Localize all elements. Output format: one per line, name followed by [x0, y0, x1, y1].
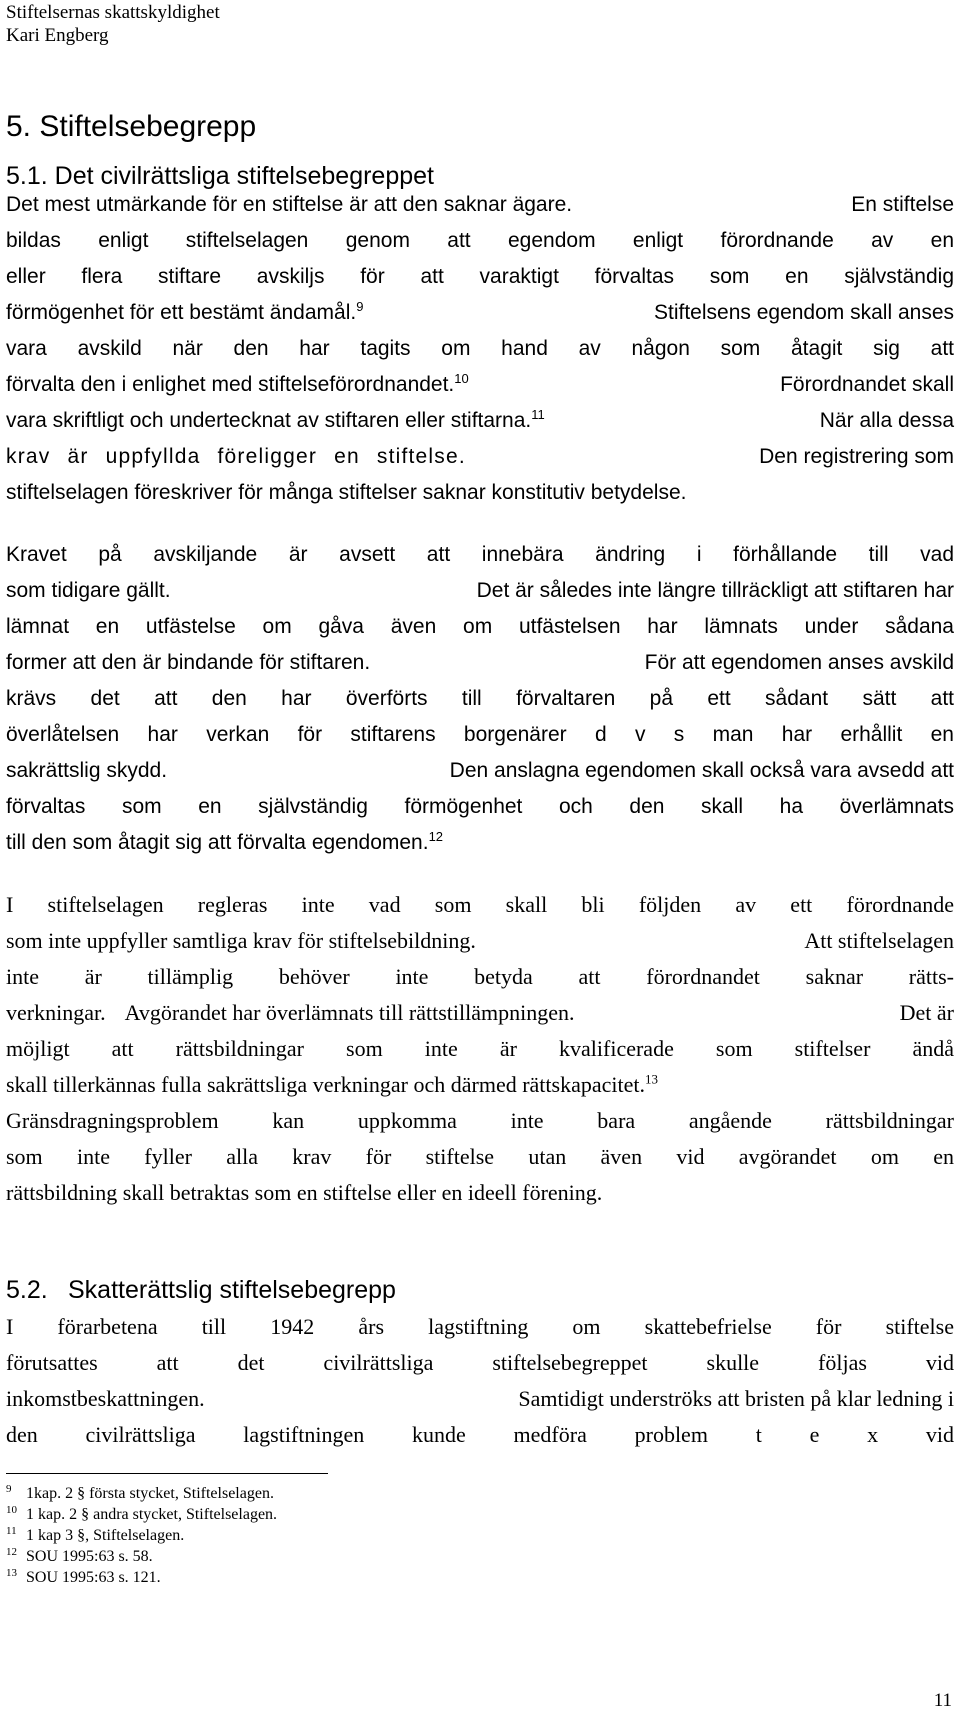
text-span: Stiftelsens egendom skall anses — [654, 301, 954, 324]
paragraph-line — [6, 754, 954, 788]
paragraph-line — [6, 188, 954, 222]
text-span: vara skriftligt och undertecknat av stiftaren eller stiftarna. — [6, 409, 532, 432]
text-span: som tidigare gällt. — [6, 579, 171, 602]
footnote-ref[interactable]: 10 — [454, 371, 469, 386]
footnote: 10 1 kap. 2 § andra stycket, Stiftelselagen. — [6, 1503, 278, 1523]
paragraph-line: Gränsdragningsproblem kan uppkomma inte bara angående rättsbildningar — [6, 1108, 954, 1133]
paragraph-line: inte är tillämplig behöver inte betyda att förordnandet saknar rätts- — [6, 964, 954, 989]
text-span: Avgörandet har överlämnats till rättstillämpningen. — [124, 1000, 575, 1025]
text-span: Den anslagna egendomen skall också vara avsedd att — [449, 759, 954, 782]
footnote: 11 1 kap 3 §, Stiftelselagen. — [6, 1524, 185, 1544]
text-span: sakrättslig skydd. — [6, 759, 168, 782]
footnote-ref[interactable]: 12 — [428, 829, 444, 844]
text-span: till den som åtagit sig att förvalta egendomen. — [6, 831, 429, 854]
text-span: förvalta den i enlighet med stiftelseförordnandet. — [6, 373, 455, 396]
text-span: Att stiftelselagen — [804, 928, 954, 953]
section-heading-5-2 — [6, 1272, 396, 1308]
paragraph-line — [6, 368, 954, 402]
footnote-ref[interactable]: 11 — [531, 407, 545, 422]
text-span: Den registrering som — [759, 445, 954, 468]
paragraph-line: krävs det att den har överförts till förvaltaren på ett sådant sätt att — [6, 687, 954, 710]
text-span: verkningar. — [6, 1000, 106, 1025]
footnote-ref[interactable]: 13 — [645, 1071, 658, 1087]
paragraph-line: rättsbildning skall betraktas som en stiftelse eller en ideell förening. — [6, 1180, 603, 1205]
paragraph-line: I stiftelselagen regleras inte vad som skall bli följden av ett förordnande — [6, 892, 954, 917]
paragraph-line: som inte fyller alla krav för stiftelse utan även vid avgörandet om en — [6, 1144, 954, 1169]
paragraph-line — [6, 1068, 954, 1102]
paragraph-line — [6, 646, 954, 680]
header-title: Stiftelsernas skattskyldighet — [6, 2, 220, 23]
text-span: skall tillerkännas fulla sakrättsliga verkningar och därmed rättskapacitet. — [6, 1072, 645, 1097]
paragraph-line: bildas enligt stiftelselagen genom att egendom enligt förordnande av en — [6, 229, 954, 252]
footnote-text: 1 kap. 2 § andra stycket, Stiftelselagen. — [26, 1506, 278, 1523]
paragraph-line: förvaltas som en självständig förmögenhet och den skall ha överlämnats — [6, 795, 954, 818]
paragraph-line: förutsattes att det civilrättsliga stiftelsebegreppet skulle följas vid — [6, 1350, 954, 1375]
text-span: En stiftelse — [851, 193, 954, 216]
running-header — [6, 1, 220, 47]
footnote-text: SOU 1995:63 s. 58. — [26, 1548, 153, 1565]
footnote: 9 1kap. 2 § första stycket, Stiftelselagen. — [6, 1482, 274, 1502]
footnote: 13 SOU 1995:63 s. 121. — [6, 1566, 161, 1586]
text-span: Det mest utmärkande för en stiftelse är att den saknar ägare. — [6, 193, 573, 216]
footnote-text: SOU 1995:63 s. 121. — [26, 1569, 161, 1586]
text-span: krav är uppfyllda föreligger en stiftelse. — [6, 445, 466, 468]
paragraph-line — [6, 574, 954, 608]
paragraph-line — [6, 826, 954, 860]
text-span: Det är — [899, 1000, 954, 1025]
chapter-heading: 5. Stiftelsebegrepp — [6, 110, 257, 143]
text-span: inkomstbeskattningen. — [6, 1386, 205, 1411]
paragraph-line — [6, 996, 954, 1030]
section-heading-5-1: 5.1. Det civilrättsliga stiftelsebegreppet — [6, 162, 434, 190]
section-number: 5.2. — [6, 1276, 48, 1304]
footnote-text: 1 kap 3 §, Stiftelselagen. — [26, 1527, 185, 1544]
paragraph-line: stiftelselagen föreskriver för många stiftelser saknar konstitutiv betydelse. — [6, 481, 687, 504]
section-title: Skatterättslig stiftelsebegrepp — [68, 1276, 396, 1304]
header-author: Kari Engberg — [6, 25, 109, 46]
footnote: 12 SOU 1995:63 s. 58. — [6, 1545, 153, 1565]
paragraph-line: I förarbetena till 1942 års lagstiftning om skattebefrielse för stiftelse — [6, 1314, 954, 1339]
footnote-ref[interactable]: 9 — [356, 299, 364, 314]
text-span: Det är således inte längre tillräckligt att stiftaren har — [476, 579, 954, 602]
paragraph-line: Kravet på avskiljande är avsett att innebära ändring i förhållande till vad — [6, 543, 954, 566]
footnote-divider — [6, 1473, 328, 1474]
paragraph-line: överlåtelsen har verkan för stiftarens borgenärer d v s man har erhållit en — [6, 723, 954, 746]
text-span: Förordnandet skall — [780, 373, 954, 396]
paragraph-line: lämnat en utfästelse om gåva även om utfästelsen har lämnats under sådana — [6, 615, 954, 638]
paragraph-line: eller flera stiftare avskiljs för att varaktigt förvaltas som en självständig — [6, 265, 954, 288]
text-span: När alla dessa — [819, 409, 954, 432]
text-span: Samtidigt underströks att bristen på klar ledning i — [518, 1386, 954, 1411]
paragraph-line: möjligt att rättsbildningar som inte är kvalificerade som stiftelser ändå — [6, 1036, 954, 1061]
paragraph-line: den civilrättsliga lagstiftningen kunde medföra problem t e x vid — [6, 1422, 954, 1447]
paragraph-line — [6, 296, 954, 330]
paragraph-line — [6, 440, 954, 474]
text-span: förmögenhet för ett bestämt ändamål. — [6, 301, 357, 324]
text-span: För att egendomen anses avskild — [644, 651, 954, 674]
paragraph-line: vara avskild när den har tagits om hand av någon som åtagit sig att — [6, 337, 954, 360]
footnote-text: 1kap. 2 § första stycket, Stiftelselagen. — [26, 1485, 274, 1502]
page-number: 11 — [933, 1690, 952, 1711]
text-span: former att den är bindande för stiftaren. — [6, 651, 371, 674]
paragraph-line — [6, 404, 954, 438]
paragraph-line — [6, 924, 954, 958]
text-span: som inte uppfyller samtliga krav för stiftelsebildning. — [6, 928, 476, 953]
paragraph-line — [6, 1382, 954, 1416]
